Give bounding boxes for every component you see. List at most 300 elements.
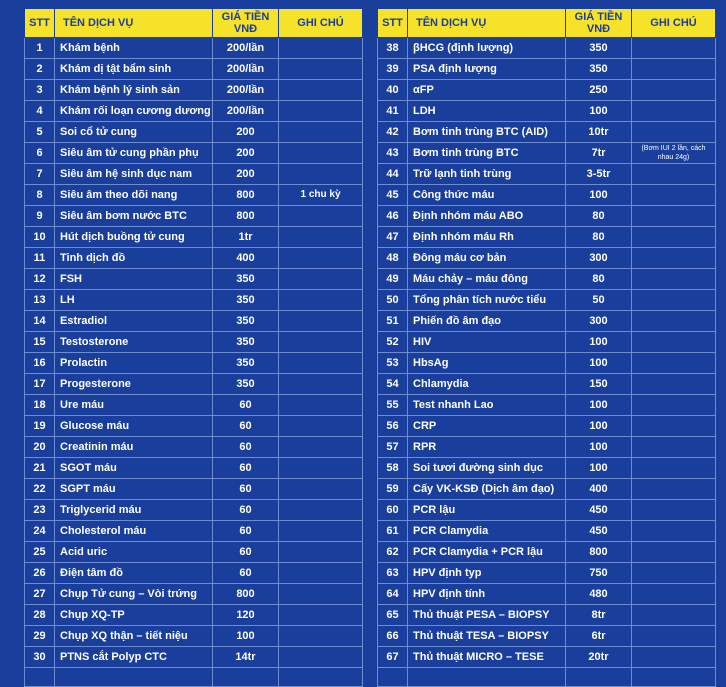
row-note [632,248,716,269]
row-note [632,80,716,101]
row-service-name: Bơm tinh trùng BTC (AID) [408,122,566,143]
row-service-name: PTNS cắt Polyp CTC [55,647,213,668]
row-service-name: Cấy VK-KSĐ (Dịch âm đạo) [408,479,566,500]
row-note [632,395,716,416]
row-stt: 7 [25,164,55,185]
row-price: 350 [213,374,279,395]
row-note [632,647,716,668]
row-stt: 59 [378,479,408,500]
row-note [632,563,716,584]
row-stt: 48 [378,248,408,269]
row-service-name: Đông máu cơ bản [408,248,566,269]
table-row [25,605,363,626]
row-stt: 42 [378,122,408,143]
row-stt: 43 [378,143,408,164]
row-service-name: Siêu âm tử cung phần phụ [55,143,213,164]
row-price: 60 [213,395,279,416]
row-price: 100 [566,101,632,122]
table-row [378,437,716,458]
table-row [25,584,363,605]
row-note [279,563,363,584]
row-note [279,416,363,437]
row-stt: 1 [25,38,55,59]
table-row [25,206,363,227]
row-service-name: βHCG (định lượng) [408,38,566,59]
row-stt: 27 [25,584,55,605]
row-stt: 64 [378,584,408,605]
row-price: 200 [213,122,279,143]
header-service: TÊN DỊCH VỤ [408,9,566,38]
row-service-name: Hút dịch buồng tử cung [55,227,213,248]
row-service-name: HIV [408,332,566,353]
header-note: GHI CHÚ [632,9,716,38]
price-table-right [377,8,716,687]
row-stt: 9 [25,206,55,227]
row-service-name: Prolactin [55,353,213,374]
row-note [632,479,716,500]
row-stt: 3 [25,80,55,101]
row-service-name: Khám rối loạn cương dương [55,101,213,122]
row-stt: 19 [25,416,55,437]
row-note [632,38,716,59]
row-service-name: Siêu âm hệ sinh dục nam [55,164,213,185]
table-row [378,164,716,185]
row-note [279,647,363,668]
row-service-name: Khám bệnh [55,38,213,59]
row-note [632,332,716,353]
row-stt: 67 [378,647,408,668]
row-price: 450 [566,500,632,521]
table-row [378,143,716,164]
row-price: 800 [213,584,279,605]
row-service-name: SGOT máu [55,458,213,479]
table-row [378,122,716,143]
row-service-name: Testosterone [55,332,213,353]
row-stt: 62 [378,542,408,563]
table-row [378,80,716,101]
row-price: 800 [213,185,279,206]
row-note [279,437,363,458]
row-note [279,80,363,101]
row-service-name: Estradiol [55,311,213,332]
row-price: 60 [213,458,279,479]
row-stt: 46 [378,206,408,227]
row-stt: 52 [378,332,408,353]
row-service-name: Siêu âm theo dõi nang [55,185,213,206]
row-service-name: Khám bệnh lý sinh sản [55,80,213,101]
row-price: 100 [566,332,632,353]
table-row [25,458,363,479]
row-note [632,185,716,206]
row-note: (Bơm IUI 2 lần, cách nhau 24g) [632,143,716,164]
row-service-name: Máu chảy – máu đông [408,269,566,290]
row-stt: 38 [378,38,408,59]
row-stt: 18 [25,395,55,416]
price-table-left [24,8,363,687]
row-price: 60 [213,563,279,584]
row-note [632,59,716,80]
row-note [632,122,716,143]
row-note [632,521,716,542]
row-price: 100 [566,185,632,206]
row-stt: 53 [378,353,408,374]
row-note [632,416,716,437]
table-row [25,80,363,101]
table-row [378,647,716,668]
row-service-name: HPV định typ [408,563,566,584]
row-stt: 21 [25,458,55,479]
row-note [279,59,363,80]
table-row [25,227,363,248]
row-note [632,227,716,248]
row-stt: 39 [378,59,408,80]
row-service-name: Siêu âm bơm nước BTC [55,206,213,227]
row-service-name: Test nhanh Lao [408,395,566,416]
row-stt: 55 [378,395,408,416]
row-service-name: PCR Clamydia [408,521,566,542]
table-row [378,584,716,605]
row-price: 120 [213,605,279,626]
row-note [279,332,363,353]
row-price: 100 [566,353,632,374]
row-price: 60 [213,479,279,500]
row-stt: 45 [378,185,408,206]
row-price: 200/lần [213,38,279,59]
table-row [25,185,363,206]
row-stt: 16 [25,353,55,374]
row-price: 150 [566,374,632,395]
row-note [632,437,716,458]
table-row [25,164,363,185]
row-stt: 65 [378,605,408,626]
header-price: GIÁ TIỀN VNĐ [213,9,279,38]
row-note [632,605,716,626]
row-price: 350 [213,353,279,374]
row-note [279,248,363,269]
row-price: 7tr [566,143,632,164]
row-stt: 57 [378,437,408,458]
row-price: 400 [213,248,279,269]
row-service-name: PCR Clamydia + PCR lậu [408,542,566,563]
empty-cell [213,668,279,687]
row-stt: 63 [378,563,408,584]
row-price: 350 [566,38,632,59]
row-price: 80 [566,227,632,248]
row-note [632,458,716,479]
table-row [378,101,716,122]
row-service-name: Thủ thuật MICRO – TESE [408,647,566,668]
row-stt: 29 [25,626,55,647]
row-stt: 23 [25,500,55,521]
row-stt: 56 [378,416,408,437]
row-service-name: PCR lậu [408,500,566,521]
row-service-name: CRP [408,416,566,437]
table-row [25,500,363,521]
row-price: 250 [566,80,632,101]
table-row [25,311,363,332]
row-note [632,626,716,647]
empty-cell [632,668,716,687]
table-row [378,479,716,500]
row-note [632,269,716,290]
row-service-name: Trữ lạnh tinh trùng [408,164,566,185]
row-service-name: Glucose máu [55,416,213,437]
row-note [632,290,716,311]
row-stt: 26 [25,563,55,584]
row-price: 100 [566,416,632,437]
header-price: GIÁ TIỀN VNĐ [566,9,632,38]
row-note [279,143,363,164]
row-stt: 5 [25,122,55,143]
row-stt: 10 [25,227,55,248]
row-service-name: PSA định lượng [408,59,566,80]
table-row [378,416,716,437]
table-row [378,59,716,80]
table-row [25,269,363,290]
row-stt: 44 [378,164,408,185]
row-stt: 14 [25,311,55,332]
header-note: GHI CHÚ [279,9,363,38]
row-price: 350 [213,269,279,290]
row-stt: 51 [378,311,408,332]
empty-cell [279,668,363,687]
row-price: 200/lần [213,59,279,80]
row-note [632,206,716,227]
row-price: 750 [566,563,632,584]
row-stt: 2 [25,59,55,80]
table-row [378,521,716,542]
table-row [378,206,716,227]
row-note: 1 chu kỳ [279,185,363,206]
row-note [632,353,716,374]
row-price: 14tr [213,647,279,668]
row-note [632,164,716,185]
table-row [378,353,716,374]
row-service-name: Soi cổ tử cung [55,122,213,143]
row-stt: 6 [25,143,55,164]
row-service-name: Thủ thuật TESA – BIOPSY [408,626,566,647]
table-row [25,521,363,542]
table-row [378,248,716,269]
row-service-name: Chlamydia [408,374,566,395]
table-row [378,605,716,626]
table-row-cutoff [378,668,716,687]
table-row [25,353,363,374]
row-service-name: Soi tươi đường sinh dục [408,458,566,479]
row-stt: 24 [25,521,55,542]
row-service-name: Tổng phân tích nước tiểu [408,290,566,311]
row-price: 3-5tr [566,164,632,185]
row-stt: 17 [25,374,55,395]
row-service-name: Triglycerid máu [55,500,213,521]
table-row [378,395,716,416]
table-header-row [25,9,363,38]
row-price: 8tr [566,605,632,626]
row-price: 200/lần [213,101,279,122]
row-price: 20tr [566,647,632,668]
table-row [25,563,363,584]
empty-cell [25,668,55,687]
row-note [632,542,716,563]
row-stt: 49 [378,269,408,290]
row-price: 60 [213,521,279,542]
row-note [632,374,716,395]
table-row [378,374,716,395]
row-service-name: LDH [408,101,566,122]
row-service-name: Cholesterol máu [55,521,213,542]
table-row [378,626,716,647]
row-price: 100 [566,395,632,416]
row-stt: 66 [378,626,408,647]
header-stt: STT [25,9,55,38]
row-note [279,584,363,605]
row-note [279,605,363,626]
row-note [279,269,363,290]
row-price: 80 [566,206,632,227]
table-row [25,395,363,416]
row-price: 6tr [566,626,632,647]
table-row [378,227,716,248]
table-row [25,416,363,437]
row-note [279,542,363,563]
row-service-name: Chụp XQ-TP [55,605,213,626]
row-price: 1tr [213,227,279,248]
row-service-name: Định nhóm máu Rh [408,227,566,248]
row-service-name: Bơm tinh trùng BTC [408,143,566,164]
header-stt: STT [378,9,408,38]
row-stt: 25 [25,542,55,563]
row-price: 60 [213,437,279,458]
row-note [279,374,363,395]
row-price: 300 [566,311,632,332]
row-price: 450 [566,521,632,542]
row-price: 800 [566,542,632,563]
row-price: 350 [213,290,279,311]
row-service-name: Tinh dịch đồ [55,248,213,269]
row-note [279,479,363,500]
row-stt: 8 [25,185,55,206]
row-stt: 40 [378,80,408,101]
row-note [632,500,716,521]
row-stt: 47 [378,227,408,248]
row-note [279,101,363,122]
row-stt: 30 [25,647,55,668]
empty-cell [378,668,408,687]
table-row [378,458,716,479]
row-note [279,500,363,521]
row-stt: 50 [378,290,408,311]
table-row [25,626,363,647]
row-price: 60 [213,416,279,437]
row-service-name: Khám dị tật bẩm sinh [55,59,213,80]
row-service-name: Progesterone [55,374,213,395]
table-row [25,290,363,311]
row-stt: 12 [25,269,55,290]
row-stt: 41 [378,101,408,122]
row-price: 800 [213,206,279,227]
row-stt: 58 [378,458,408,479]
table-row [378,500,716,521]
row-price: 200 [213,143,279,164]
row-note [279,395,363,416]
row-service-name: Creatinin máu [55,437,213,458]
table-row [378,185,716,206]
header-service: TÊN DỊCH VỤ [55,9,213,38]
table-row [378,311,716,332]
empty-cell [566,668,632,687]
row-stt: 4 [25,101,55,122]
table-row [378,563,716,584]
row-stt: 60 [378,500,408,521]
row-note [279,38,363,59]
row-note [279,164,363,185]
table-row [378,542,716,563]
row-service-name: Điện tâm đồ [55,563,213,584]
row-stt: 28 [25,605,55,626]
row-note [279,290,363,311]
row-price: 480 [566,584,632,605]
row-price: 10tr [566,122,632,143]
row-service-name: RPR [408,437,566,458]
row-service-name: Định nhóm máu ABO [408,206,566,227]
table-row [25,248,363,269]
table-row [25,122,363,143]
row-price: 100 [566,458,632,479]
table-row [25,143,363,164]
table-row [25,38,363,59]
row-stt: 54 [378,374,408,395]
row-price: 100 [213,626,279,647]
table-row [378,332,716,353]
row-service-name: Acid uric [55,542,213,563]
row-note [632,311,716,332]
row-service-name: Phiến đồ âm đạo [408,311,566,332]
row-price: 60 [213,500,279,521]
table-row [378,38,716,59]
row-service-name: Ure máu [55,395,213,416]
row-price: 400 [566,479,632,500]
empty-cell [55,668,213,687]
row-note [279,227,363,248]
row-price: 50 [566,290,632,311]
table-body-right [378,38,716,687]
row-price: 350 [213,311,279,332]
row-stt: 11 [25,248,55,269]
empty-cell [408,668,566,687]
row-service-name: FSH [55,269,213,290]
row-price: 300 [566,248,632,269]
row-price: 350 [566,59,632,80]
table-row [25,374,363,395]
row-price: 350 [213,332,279,353]
row-note [279,521,363,542]
table-header-row [378,9,716,38]
table-row [25,437,363,458]
row-service-name: SGPT máu [55,479,213,500]
row-service-name: LH [55,290,213,311]
table-row [378,269,716,290]
row-note [279,626,363,647]
row-service-name: HbsAg [408,353,566,374]
row-note [279,458,363,479]
row-service-name: Chụp XQ thận – tiết niệu [55,626,213,647]
row-service-name: Công thức máu [408,185,566,206]
row-note [632,584,716,605]
row-service-name: HPV định tính [408,584,566,605]
table-row [378,290,716,311]
row-stt: 15 [25,332,55,353]
row-service-name: Thủ thuật PESA – BIOPSY [408,605,566,626]
